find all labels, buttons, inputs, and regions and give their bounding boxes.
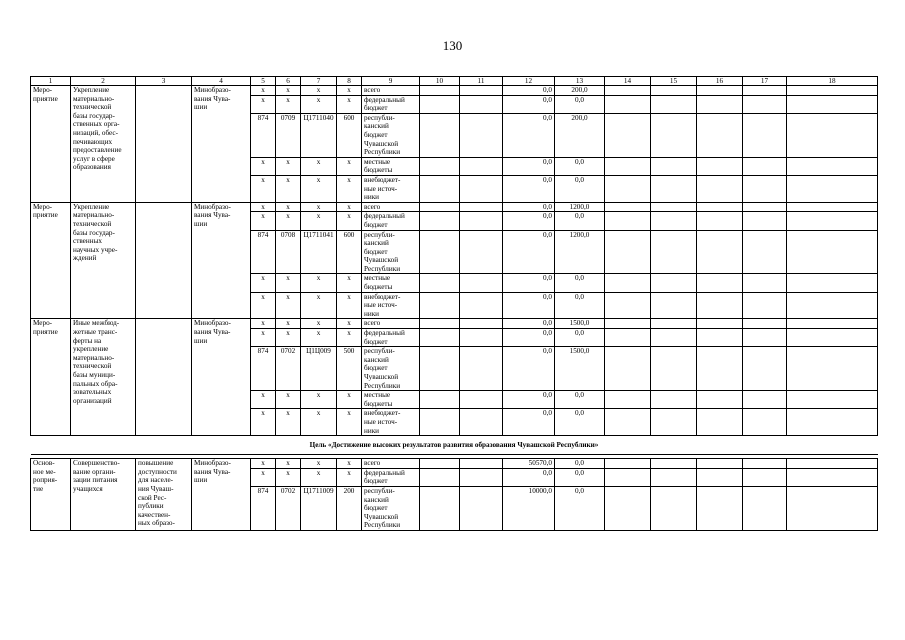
empty-cell <box>743 459 787 469</box>
column-number: 15 <box>651 77 697 86</box>
empty-cell <box>697 230 743 274</box>
grbs-cell: x <box>251 86 276 96</box>
grbs-cell: x <box>251 95 276 113</box>
amount-cell: 0,0 <box>555 157 605 175</box>
empty-cell <box>605 95 651 113</box>
column-number: 8 <box>337 77 362 86</box>
csr-cell: x <box>301 212 337 230</box>
funding-source-cell: внебюджет- ные источ- ники <box>362 409 420 436</box>
empty-cell <box>651 468 697 486</box>
rzpr-cell: 0702 <box>276 486 301 530</box>
column-number: 2 <box>71 77 136 86</box>
event-name-cell: Укрепление материально- технической базы государ- ственных орга- низаций, обес- печивающих предоставление услуг в сфере образования <box>71 86 136 203</box>
empty-cell <box>787 95 878 113</box>
amount-cell: 0,0 <box>503 347 555 391</box>
empty-cell <box>420 292 460 319</box>
amount-cell: 0,0 <box>503 329 555 347</box>
empty-cell <box>697 459 743 469</box>
empty-cell <box>743 468 787 486</box>
budget-table <box>30 76 878 531</box>
grbs-cell: x <box>251 274 276 292</box>
grbs-cell: x <box>251 292 276 319</box>
funding-source-cell: всего <box>362 459 420 469</box>
table-row <box>31 86 878 96</box>
rzpr-cell: x <box>276 175 301 202</box>
empty-cell <box>787 391 878 409</box>
rzpr-cell: x <box>276 409 301 436</box>
empty-cell <box>605 347 651 391</box>
column-number: 11 <box>460 77 503 86</box>
empty-cell <box>605 292 651 319</box>
empty-cell <box>743 329 787 347</box>
empty-cell <box>651 391 697 409</box>
column-number: 3 <box>136 77 192 86</box>
empty-cell <box>460 157 503 175</box>
amount-cell: 50570,0 <box>503 459 555 469</box>
empty-cell <box>743 486 787 530</box>
funding-source-cell: федеральный бюджет <box>362 95 420 113</box>
empty-cell <box>420 459 460 469</box>
amount-cell: 0,0 <box>503 468 555 486</box>
empty-cell <box>605 409 651 436</box>
empty-cell <box>697 347 743 391</box>
empty-cell <box>420 486 460 530</box>
empty-cell <box>787 86 878 96</box>
vr-cell: 500 <box>337 347 362 391</box>
column-number: 16 <box>697 77 743 86</box>
grbs-cell: x <box>251 319 276 329</box>
empty-cell <box>743 347 787 391</box>
indicator-cell <box>136 86 192 203</box>
column-number: 18 <box>787 77 878 86</box>
column-number: 7 <box>301 77 337 86</box>
column-number: 13 <box>555 77 605 86</box>
vr-cell: x <box>337 329 362 347</box>
empty-cell <box>460 113 503 157</box>
empty-cell <box>420 202 460 212</box>
empty-cell <box>697 409 743 436</box>
goal-row <box>31 436 878 455</box>
goal-heading: Цель «Достижение высоких результатов развития образования Чувашской Республики» <box>31 436 878 455</box>
grbs-cell: x <box>251 409 276 436</box>
rzpr-cell: x <box>276 157 301 175</box>
empty-cell <box>460 347 503 391</box>
rzpr-cell: 0709 <box>276 113 301 157</box>
empty-cell <box>697 274 743 292</box>
empty-cell <box>743 292 787 319</box>
empty-cell <box>605 212 651 230</box>
csr-cell: x <box>301 86 337 96</box>
vr-cell: 600 <box>337 230 362 274</box>
empty-cell <box>697 113 743 157</box>
vr-cell: x <box>337 409 362 436</box>
empty-cell <box>420 274 460 292</box>
empty-cell <box>651 274 697 292</box>
empty-cell <box>651 202 697 212</box>
event-type-cell: Основ- ное ме- роприя- тие <box>31 459 71 531</box>
empty-cell <box>743 319 787 329</box>
empty-cell <box>605 230 651 274</box>
executor-cell: Минобразо- вания Чува- шии <box>192 319 251 436</box>
amount-cell: 200,0 <box>555 113 605 157</box>
amount-cell: 0,0 <box>555 175 605 202</box>
empty-cell <box>651 329 697 347</box>
empty-cell <box>697 329 743 347</box>
amount-cell: 0,0 <box>503 175 555 202</box>
empty-cell <box>697 157 743 175</box>
empty-cell <box>420 347 460 391</box>
empty-cell <box>420 409 460 436</box>
empty-cell <box>420 230 460 274</box>
empty-cell <box>605 86 651 96</box>
csr-cell: x <box>301 95 337 113</box>
empty-cell <box>420 212 460 230</box>
column-number: 6 <box>276 77 301 86</box>
funding-source-cell: республи- канский бюджет Чувашской Республики <box>362 230 420 274</box>
empty-cell <box>605 329 651 347</box>
empty-cell <box>460 212 503 230</box>
empty-cell <box>605 202 651 212</box>
csr-cell: x <box>301 319 337 329</box>
empty-cell <box>460 202 503 212</box>
funding-source-cell: федеральный бюджет <box>362 329 420 347</box>
amount-cell: 0,0 <box>503 409 555 436</box>
csr-cell: x <box>301 409 337 436</box>
empty-cell <box>743 157 787 175</box>
empty-cell <box>420 175 460 202</box>
column-number: 12 <box>503 77 555 86</box>
empty-cell <box>460 409 503 436</box>
empty-cell <box>787 486 878 530</box>
empty-cell <box>651 292 697 319</box>
amount-cell: 0,0 <box>503 292 555 319</box>
empty-cell <box>651 157 697 175</box>
empty-cell <box>787 468 878 486</box>
csr-cell: x <box>301 292 337 319</box>
grbs-cell: 874 <box>251 113 276 157</box>
csr-cell: x <box>301 274 337 292</box>
funding-source-cell: республи- канский бюджет Чувашской Республики <box>362 113 420 157</box>
amount-cell: 0,0 <box>555 95 605 113</box>
amount-cell: 0,0 <box>555 329 605 347</box>
event-name-cell: Совершенство- вание органи- зации питания учащихся <box>71 459 136 531</box>
grbs-cell: x <box>251 175 276 202</box>
empty-cell <box>743 113 787 157</box>
grbs-cell: 874 <box>251 230 276 274</box>
csr-cell: x <box>301 459 337 469</box>
grbs-cell: x <box>251 212 276 230</box>
csr-cell: x <box>301 468 337 486</box>
empty-cell <box>420 391 460 409</box>
empty-cell <box>697 202 743 212</box>
grbs-cell: x <box>251 329 276 347</box>
empty-cell <box>651 486 697 530</box>
empty-cell <box>743 202 787 212</box>
column-number: 9 <box>362 77 420 86</box>
empty-cell <box>651 230 697 274</box>
funding-source-cell: всего <box>362 202 420 212</box>
table-row <box>31 459 878 469</box>
csr-cell: Ц1711040 <box>301 113 337 157</box>
empty-cell <box>697 292 743 319</box>
indicator-cell <box>136 202 192 319</box>
csr-cell: Ц1711041 <box>301 230 337 274</box>
empty-cell <box>697 175 743 202</box>
empty-cell <box>420 95 460 113</box>
grbs-cell: x <box>251 391 276 409</box>
empty-cell <box>651 319 697 329</box>
rzpr-cell: x <box>276 459 301 469</box>
empty-cell <box>697 95 743 113</box>
empty-cell <box>605 319 651 329</box>
header-row <box>31 77 878 86</box>
vr-cell: x <box>337 86 362 96</box>
empty-cell <box>787 113 878 157</box>
empty-cell <box>420 157 460 175</box>
funding-source-cell: всего <box>362 319 420 329</box>
event-name-cell: Иные межбюд- жетные транс- ферты на укрепление материально- технической базы муници- пальных обра- зовательных организаций <box>71 319 136 436</box>
amount-cell: 0,0 <box>555 391 605 409</box>
empty-cell <box>460 329 503 347</box>
empty-cell <box>787 157 878 175</box>
table-row <box>31 202 878 212</box>
empty-cell <box>460 459 503 469</box>
empty-cell <box>787 230 878 274</box>
column-number: 14 <box>605 77 651 86</box>
empty-cell <box>651 409 697 436</box>
empty-cell <box>420 113 460 157</box>
empty-cell <box>460 486 503 530</box>
executor-cell: Минобразо- вания Чува- шии <box>192 202 251 319</box>
vr-cell: x <box>337 157 362 175</box>
amount-cell: 0,0 <box>503 212 555 230</box>
funding-source-cell: внебюджет- ные источ- ники <box>362 175 420 202</box>
amount-cell: 0,0 <box>503 319 555 329</box>
funding-source-cell: всего <box>362 86 420 96</box>
funding-source-cell: местные бюджеты <box>362 157 420 175</box>
empty-cell <box>651 95 697 113</box>
rzpr-cell: x <box>276 329 301 347</box>
csr-cell: x <box>301 202 337 212</box>
amount-cell: 0,0 <box>503 157 555 175</box>
rzpr-cell: x <box>276 202 301 212</box>
column-number: 17 <box>743 77 787 86</box>
empty-cell <box>743 409 787 436</box>
column-number: 4 <box>192 77 251 86</box>
grbs-cell: 874 <box>251 486 276 530</box>
empty-cell <box>460 274 503 292</box>
amount-cell: 200,0 <box>555 86 605 96</box>
empty-cell <box>651 86 697 96</box>
empty-cell <box>605 274 651 292</box>
vr-cell: 200 <box>337 486 362 530</box>
event-type-cell: Меро- приятие <box>31 86 71 203</box>
csr-cell: x <box>301 175 337 202</box>
empty-cell <box>697 486 743 530</box>
empty-cell <box>651 212 697 230</box>
empty-cell <box>460 319 503 329</box>
empty-cell <box>787 212 878 230</box>
rzpr-cell: x <box>276 95 301 113</box>
amount-cell: 0,0 <box>503 202 555 212</box>
empty-cell <box>743 86 787 96</box>
rzpr-cell: 0702 <box>276 347 301 391</box>
empty-cell <box>697 212 743 230</box>
empty-cell <box>651 347 697 391</box>
empty-cell <box>651 175 697 202</box>
empty-cell <box>605 486 651 530</box>
rzpr-cell: 0708 <box>276 230 301 274</box>
grbs-cell: x <box>251 202 276 212</box>
csr-cell: Ц1Ц009 <box>301 347 337 391</box>
amount-cell: 0,0 <box>503 86 555 96</box>
empty-cell <box>420 329 460 347</box>
rzpr-cell: x <box>276 319 301 329</box>
amount-cell: 1200,0 <box>555 230 605 274</box>
empty-cell <box>743 212 787 230</box>
amount-cell: 0,0 <box>503 274 555 292</box>
empty-cell <box>460 86 503 96</box>
csr-cell: Ц1711009 <box>301 486 337 530</box>
empty-cell <box>605 157 651 175</box>
empty-cell <box>460 391 503 409</box>
executor-cell: Минобразо- вания Чува- шии <box>192 459 251 531</box>
empty-cell <box>460 230 503 274</box>
rzpr-cell: x <box>276 212 301 230</box>
vr-cell: x <box>337 292 362 319</box>
vr-cell: x <box>337 391 362 409</box>
empty-cell <box>743 391 787 409</box>
empty-cell <box>420 319 460 329</box>
amount-cell: 0,0 <box>503 230 555 274</box>
empty-cell <box>743 230 787 274</box>
amount-cell: 0,0 <box>555 409 605 436</box>
vr-cell: x <box>337 175 362 202</box>
funding-source-cell: федеральный бюджет <box>362 212 420 230</box>
empty-cell <box>605 391 651 409</box>
amount-cell: 0,0 <box>555 212 605 230</box>
empty-cell <box>697 86 743 96</box>
empty-cell <box>605 175 651 202</box>
empty-cell <box>651 113 697 157</box>
empty-cell <box>787 274 878 292</box>
empty-cell <box>651 459 697 469</box>
executor-cell: Минобразо- вания Чува- шии <box>192 86 251 203</box>
empty-cell <box>787 175 878 202</box>
vr-cell: x <box>337 468 362 486</box>
empty-cell <box>743 274 787 292</box>
csr-cell: x <box>301 391 337 409</box>
event-name-cell: Укрепление материально- технической базы государ- ственных научных учре- ждений <box>71 202 136 319</box>
amount-cell: 0,0 <box>503 113 555 157</box>
empty-cell <box>787 319 878 329</box>
grbs-cell: x <box>251 459 276 469</box>
amount-cell: 0,0 <box>555 274 605 292</box>
column-number: 1 <box>31 77 71 86</box>
empty-cell <box>743 95 787 113</box>
amount-cell: 0,0 <box>555 486 605 530</box>
grbs-cell: 874 <box>251 347 276 391</box>
empty-cell <box>787 409 878 436</box>
rzpr-cell: x <box>276 468 301 486</box>
empty-cell <box>743 175 787 202</box>
column-number: 10 <box>420 77 460 86</box>
amount-cell: 0,0 <box>503 95 555 113</box>
funding-source-cell: республи- канский бюджет Чувашской Республики <box>362 347 420 391</box>
funding-source-cell: внебюджет- ные источ- ники <box>362 292 420 319</box>
amount-cell: 1500,0 <box>555 347 605 391</box>
vr-cell: 600 <box>337 113 362 157</box>
funding-source-cell: местные бюджеты <box>362 274 420 292</box>
empty-cell <box>460 468 503 486</box>
funding-source-cell: республи- канский бюджет Чувашской Республики <box>362 486 420 530</box>
empty-cell <box>697 391 743 409</box>
rzpr-cell: x <box>276 274 301 292</box>
grbs-cell: x <box>251 468 276 486</box>
empty-cell <box>787 459 878 469</box>
amount-cell: 0,0 <box>555 468 605 486</box>
grbs-cell: x <box>251 157 276 175</box>
funding-source-cell: федеральный бюджет <box>362 468 420 486</box>
vr-cell: x <box>337 95 362 113</box>
empty-cell <box>605 113 651 157</box>
rzpr-cell: x <box>276 86 301 96</box>
event-type-cell: Меро- приятие <box>31 202 71 319</box>
amount-cell: 0,0 <box>555 292 605 319</box>
rzpr-cell: x <box>276 292 301 319</box>
csr-cell: x <box>301 329 337 347</box>
empty-cell <box>420 468 460 486</box>
vr-cell: x <box>337 459 362 469</box>
page-number: 130 <box>442 38 463 53</box>
empty-cell <box>787 202 878 212</box>
empty-cell <box>787 292 878 319</box>
amount-cell: 1500,0 <box>555 319 605 329</box>
empty-cell <box>697 319 743 329</box>
indicator-cell <box>136 319 192 436</box>
empty-cell <box>460 292 503 319</box>
empty-cell <box>460 95 503 113</box>
indicator-cell: повышение доступности для населе- ния Чуваш- ской Рес- публики качествен- ных образо- <box>136 459 192 531</box>
vr-cell: x <box>337 212 362 230</box>
empty-cell <box>420 86 460 96</box>
vr-cell: x <box>337 319 362 329</box>
amount-cell: 0,0 <box>503 391 555 409</box>
vr-cell: x <box>337 274 362 292</box>
csr-cell: x <box>301 157 337 175</box>
empty-cell <box>787 347 878 391</box>
amount-cell: 10000,0 <box>503 486 555 530</box>
empty-cell <box>605 459 651 469</box>
empty-cell <box>787 329 878 347</box>
rzpr-cell: x <box>276 391 301 409</box>
amount-cell: 0,0 <box>555 459 605 469</box>
empty-cell <box>697 468 743 486</box>
empty-cell <box>605 468 651 486</box>
column-number: 5 <box>251 77 276 86</box>
event-type-cell: Меро- приятие <box>31 319 71 436</box>
funding-source-cell: местные бюджеты <box>362 391 420 409</box>
empty-cell <box>460 175 503 202</box>
table-row <box>31 319 878 329</box>
amount-cell: 1200,0 <box>555 202 605 212</box>
vr-cell: x <box>337 202 362 212</box>
